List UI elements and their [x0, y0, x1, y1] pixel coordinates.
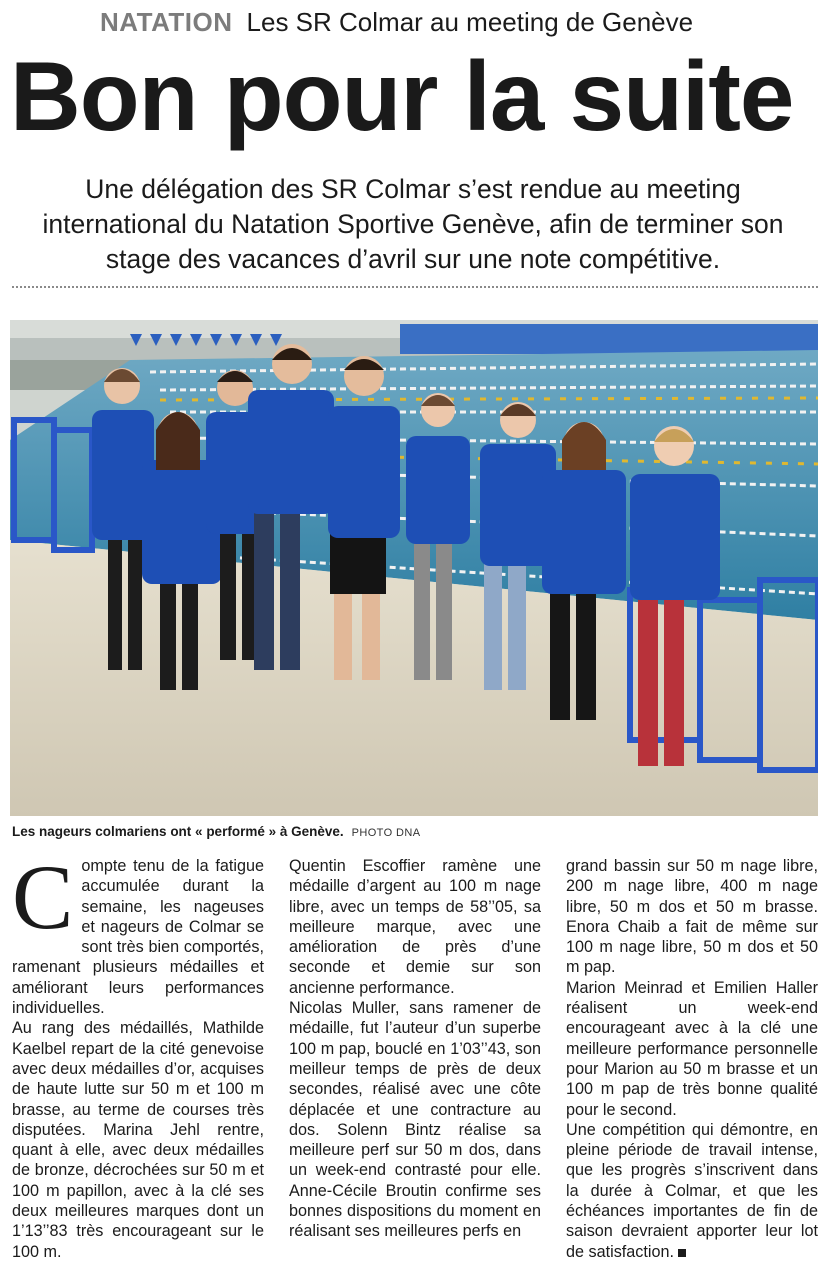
article-lead: Une délégation des SR Colmar s’est rendue au meeting international du Natation Sportive Genève, afin de terminer son stage des vacances d’avril sur une note compétitive.: [42, 174, 784, 274]
article-column-2: [289, 856, 541, 1276]
photo-caption: [12, 823, 818, 842]
article-paragraph: Quentin Escoffier ramène une médaille d’argent au 100 m nage libre, avec un temps de 58’’05, sa meilleure marque, avec une amélioration de près d’une seconde et demie sur son ancienne performance.: [289, 857, 541, 997]
article-column-1: [12, 856, 264, 1276]
drop-cap: C: [12, 856, 74, 948]
article-column-3: [566, 856, 818, 1276]
section-rubric: NATATION: [100, 7, 233, 37]
team-photo-illustration: [10, 320, 818, 816]
photo-credit: PHOTO DNA: [351, 827, 421, 839]
end-of-article-mark: [678, 1249, 686, 1257]
article-paragraph: [12, 856, 264, 1018]
dotted-divider: [12, 286, 818, 288]
article-paragraph-last: [566, 1120, 818, 1262]
article-paragraph: Nicolas Muller, sans ramener de médaille, fut l’auteur d’un superbe 100 m pap, bouclé en 1’03’’43, son meilleur temps de près de deux secondes, réalisé avec une côte déplacée et une contracture au dos. Solenn Bintz réalise sa meilleure perf sur 50 m dos, dans un week-end contrasté pour elle. Anne-Cécile Broutin confirme ses bonnes dispositions du moment en réalisant ses meilleures perfs en: [289, 999, 541, 1241]
caption-text: Les nageurs colmariens ont « performé » à Genève.: [12, 824, 344, 839]
paragraph-text: Une compétition qui démontre, en pleine période de travail intense, que les progrès s’inscrivent dans la durée à Colmar, et que les échéances importantes de fin de saison devraient apporter leur lot de satisfaction.: [566, 1120, 818, 1261]
article-paragraph: grand bassin sur 50 m nage libre, 200 m nage libre, 400 m nage libre, 50 m dos et 50 m brasse. Enora Chaib a fait de même sur 100 m nage libre, 50 m dos et 50 m pap.: [566, 857, 818, 977]
kicker-subtitle: Les SR Colmar au meeting de Genève: [246, 7, 694, 37]
article-kicker: [100, 6, 820, 38]
article-headline: Bon pour la suite: [10, 41, 794, 151]
paragraph-text: ompte tenu de la fatigue accumulée durant la semaine, les nageuses et nageurs de Colmar se sont très bien comportés, ramenant plusieurs médailles et améliorant leurs performances individuelles.: [12, 857, 264, 1018]
article-paragraph: Au rang des médaillés, Mathilde Kaelbel repart de la cité genevoise avec deux médailles d’or, acquises de haute lutte sur 50 m et 100 m brasse, au terme de courses très disputées. Marina Jehl rentre, quant à elle, avec deux médailles de bronze, décrochées sur 50 m et 100 m papillon, avec à la clé ses deux meilleures marques dont un 1’13’’83 très encourageant sur le 100 m.: [12, 1019, 264, 1261]
article-paragraph: Marion Meinrad et Emilien Haller réalisent un week-end encourageant avec à la clé une meilleure performance personnelle pour Marion au 50 m brasse et un 100 m pap de très bonne qualité pour le second.: [566, 978, 818, 1119]
team-photo: [10, 320, 818, 816]
